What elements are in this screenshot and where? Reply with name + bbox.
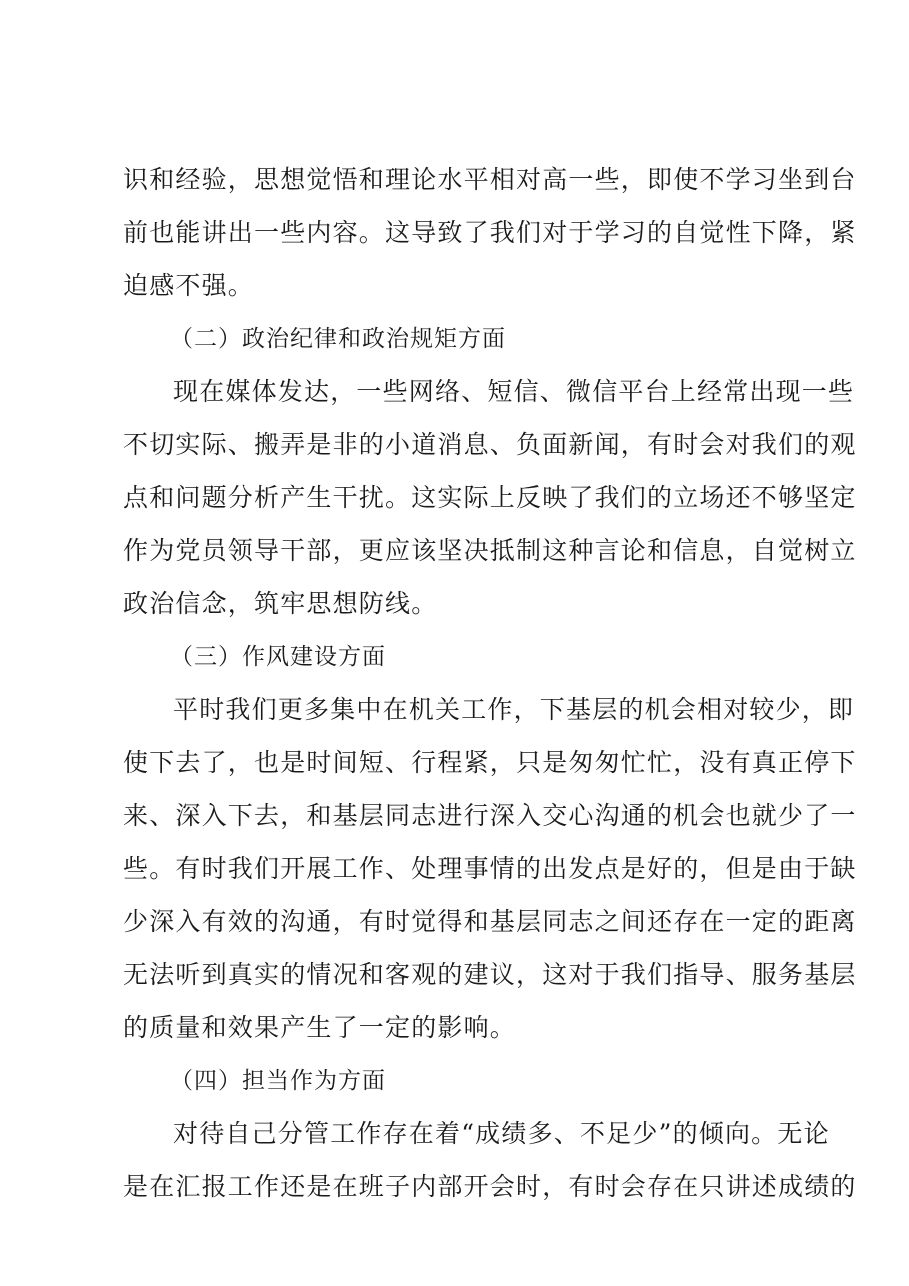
paragraph-line: 点和问题分析产生干扰。这实际上反映了我们的立场还不够坚定	[123, 483, 857, 512]
paragraph-line: 的质量和效果产生了一定的影响。	[123, 1013, 517, 1042]
paragraph-line: 前也能讲出一些内容。这导致了我们对于学习的自觉性下降，紧	[123, 218, 857, 247]
paragraph-line: 是在汇报工作还是在班子内部开会时，有时会存在只讲述成绩的	[123, 1172, 857, 1201]
paragraph-line: 少深入有效的沟通，有时觉得和基层同志之间还存在一定的距离	[123, 907, 857, 936]
section-heading: （二）政治纪律和政治规矩方面	[170, 326, 506, 352]
paragraph-line: 无法听到真实的情况和客观的建议，这对于我们指导、服务基层	[123, 960, 857, 989]
section-heading: （四）担当作为方面	[170, 1068, 386, 1094]
paragraph-line: 现在媒体发达，一些网络、短信、微信平台上经常出现一些	[173, 377, 855, 406]
paragraph-line: 来、深入下去，和基层同志进行深入交心沟通的机会也就少了一	[123, 801, 857, 830]
paragraph-line: 政治信念，筑牢思想防线。	[123, 589, 438, 618]
section-heading: （三）作风建设方面	[170, 644, 386, 670]
paragraph-line: 平时我们更多集中在机关工作，下基层的机会相对较少，即	[173, 695, 855, 724]
paragraph-line: 作为党员领导干部，更应该坚决抵制这种言论和信息，自觉树立	[123, 536, 857, 565]
paragraph-line: 对待自己分管工作存在着“成绩多、不足少”的倾向。无论	[173, 1119, 830, 1148]
paragraph-line: 识和经验，思想觉悟和理论水平相对高一些，即使不学习坐到台	[123, 165, 857, 194]
paragraph-line: 些。有时我们开展工作、处理事情的出发点是好的，但是由于缺	[123, 854, 857, 883]
paragraph-line: 迫感不强。	[123, 271, 255, 300]
paragraph-line: 不切实际、搬弄是非的小道消息、负面新闻，有时会对我们的观	[123, 430, 857, 459]
paragraph-line: 使下去了，也是时间短、行程紧，只是匆匆忙忙，没有真正停下	[123, 748, 857, 777]
